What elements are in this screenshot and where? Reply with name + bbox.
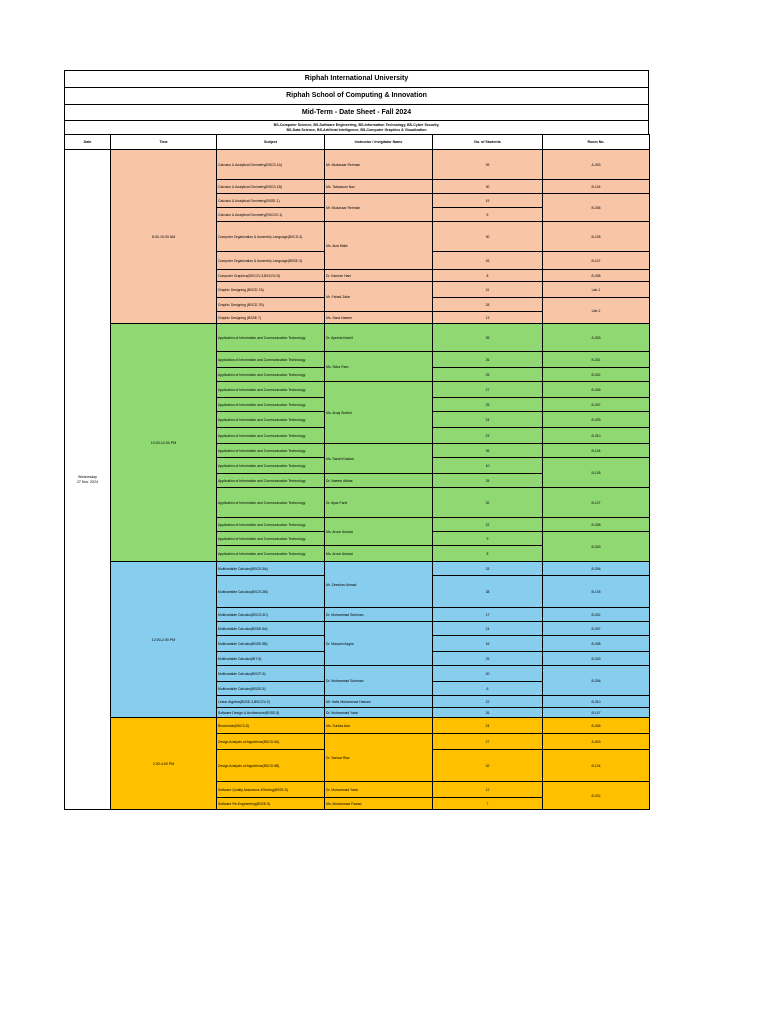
room-cell: A-303 bbox=[543, 324, 650, 352]
students-cell: 24 bbox=[433, 622, 543, 636]
subject-cell: Graphic Designing (BSCD-7B) bbox=[217, 298, 325, 312]
school-title: Riphah School of Computing & Innovation bbox=[64, 87, 649, 104]
subject-cell: Calculus & Analytical Geometry(BSCS-1A) bbox=[217, 150, 325, 180]
subject-cell: Software Quality Assurance &Testing(BSSE-5) bbox=[217, 782, 325, 798]
subject-cell: Multivariable Calculus(BSCS-5B) bbox=[217, 576, 325, 608]
subject-cell: Application of Information and Communication Technology bbox=[217, 474, 325, 488]
room-cell: B-307 bbox=[543, 398, 650, 412]
students-cell: 17 bbox=[433, 608, 543, 622]
students-cell: 25 bbox=[433, 368, 543, 382]
subject-cell: Calculus & Analytical Geometry(BSCS-1B) bbox=[217, 180, 325, 194]
students-cell: 10 bbox=[433, 458, 543, 474]
room-cell: B-307 bbox=[543, 622, 650, 636]
students-cell: 32 bbox=[433, 488, 543, 518]
students-cell: 32 bbox=[433, 750, 543, 782]
students-cell: 39 bbox=[433, 324, 543, 352]
students-cell: 33 bbox=[433, 562, 543, 576]
room-cell: B-301 bbox=[543, 352, 650, 368]
students-cell: 27 bbox=[433, 382, 543, 398]
subject-cell: Application of Information and Communication Technology bbox=[217, 398, 325, 412]
column-header-subject: Subject bbox=[217, 135, 325, 150]
students-cell: 19 bbox=[433, 194, 543, 208]
instructor-cell: Ms. Aiza Malik bbox=[325, 222, 433, 270]
instructor-cell: Mr. Zeeshan Ahmad bbox=[325, 562, 433, 608]
students-cell: 5 bbox=[433, 208, 543, 222]
programs-line-1: BS-Computer Science, BS-Software Engineering, BS-Information Technology, BS-Cyber Security, bbox=[273, 123, 440, 127]
subject-cell: Application of Information and Communication Technology bbox=[217, 532, 325, 546]
instructor-cell: Dr. Muhammad Suleman bbox=[325, 608, 433, 622]
instructor-cell: Ms. Aroaj Shahid bbox=[325, 382, 433, 444]
instructor-cell: Ms. Aroon Arshad bbox=[325, 546, 433, 562]
students-cell: 35 bbox=[433, 444, 543, 458]
students-cell: 8 bbox=[433, 270, 543, 282]
students-cell: 39 bbox=[433, 150, 543, 180]
students-cell: 7 bbox=[433, 798, 543, 810]
subject-cell: Application of Information and Communication Technology bbox=[217, 444, 325, 458]
programs-line-2: BS-Data Science, BS-Artificial Intelligence, BS-Computer Graphics & Visualization bbox=[286, 128, 427, 132]
subject-cell: Computer Organization & Assembly Language(BSCS-3) bbox=[217, 222, 325, 252]
students-cell: 38 bbox=[433, 576, 543, 608]
room-cell: B-104 bbox=[543, 444, 650, 458]
instructor-cell: Mr. Mudassar Rehman bbox=[325, 150, 433, 180]
schedule-body bbox=[65, 150, 650, 810]
room-cell: B-306 bbox=[543, 382, 650, 398]
subject-cell: Application of Information and Communication Technology bbox=[217, 352, 325, 368]
subject-cell: Design Analysis of Algorithms(BSCD-5B) bbox=[217, 750, 325, 782]
time-slot-cell: 8:30-10:00 AM bbox=[111, 150, 217, 324]
room-cell: B-107 bbox=[543, 488, 650, 518]
students-cell: 25 bbox=[433, 474, 543, 488]
subject-cell: Application of Information and Communication Technology bbox=[217, 488, 325, 518]
subject-cell: Application of Information and Communication Technology bbox=[217, 412, 325, 428]
room-cell: B-308 bbox=[543, 636, 650, 652]
students-cell: 12 bbox=[433, 782, 543, 798]
time-slot-cell: 10:00-12:00 PM bbox=[111, 324, 217, 562]
instructor-cell: Ms. Sunida Aziz bbox=[325, 718, 433, 734]
room-cell: B-309 bbox=[543, 412, 650, 428]
date-cell bbox=[65, 150, 111, 810]
subject-cell: Software Re-Engineering(BSSE-5) bbox=[217, 798, 325, 810]
students-cell: 8 bbox=[433, 546, 543, 562]
instructor-cell: Dr. Muhammad Yasin bbox=[325, 782, 433, 798]
instructor-cell: Ms. Aroon Arshad bbox=[325, 518, 433, 546]
room-cell: B-302 bbox=[543, 368, 650, 382]
students-cell: 25 bbox=[433, 398, 543, 412]
subject-cell: Graphic Designing (BSSE-7) bbox=[217, 312, 325, 324]
subject-cell: Linear Algebra(BSSE-3,BSCGV-3) bbox=[217, 696, 325, 708]
room-cell: B-303 bbox=[543, 652, 650, 666]
instructor-cell: Dr. Muhammad Yasin bbox=[325, 708, 433, 718]
room-cell: B-105 bbox=[543, 576, 650, 608]
room-cell: Lab-2 bbox=[543, 298, 650, 324]
subject-cell: Computer Graphics(BSCGV-3,BSCGV-5) bbox=[217, 270, 325, 282]
column-header-row bbox=[65, 135, 650, 150]
room-cell: B-104 bbox=[543, 750, 650, 782]
students-cell: 30 bbox=[433, 222, 543, 252]
instructor-cell: Dr. Kamran Hani bbox=[325, 270, 433, 282]
sheet-title: Mid-Term - Date Sheet - Fall 2024 bbox=[64, 104, 649, 120]
students-cell: 27 bbox=[433, 734, 543, 750]
room-cell: B-104 bbox=[543, 180, 650, 194]
subject-cell: Multivariable Calculus(BSSE-5B) bbox=[217, 636, 325, 652]
column-header-instructor: Instructor / Invigilator Name bbox=[325, 135, 433, 150]
students-cell: 26 bbox=[433, 352, 543, 368]
instructor-cell: Dr. Ayaz Farid bbox=[325, 488, 433, 518]
instructor-cell: Mr. Hafiz Muhammad Hassan bbox=[325, 696, 433, 708]
instructor-cell: Ms. Muhammad Fawad bbox=[325, 798, 433, 810]
subject-cell: Calculus & Analytical Geometry(BSSE-1) bbox=[217, 194, 325, 208]
room-cell: A-303 bbox=[543, 150, 650, 180]
column-header-date: Date bbox=[65, 135, 111, 150]
subject-cell: Design Analysis of Algorithms(BSCD-5A) bbox=[217, 734, 325, 750]
students-cell: 31 bbox=[433, 282, 543, 298]
schedule-table bbox=[64, 134, 650, 810]
column-header-time: Time bbox=[111, 135, 217, 150]
column-header-students: No. of Students bbox=[433, 135, 543, 150]
room-cell: B-302 bbox=[543, 782, 650, 810]
room-cell: B-308 bbox=[543, 518, 650, 532]
date-day: 27 Nov. 2024 bbox=[76, 479, 99, 484]
room-cell: Lab-1 bbox=[543, 282, 650, 298]
subject-cell: Multivariable Calculus(BSCS-5A) bbox=[217, 562, 325, 576]
instructor-cell: Dr. Sarwar Riaz bbox=[325, 734, 433, 782]
instructor-cell: Dr. Naeem Abbas bbox=[325, 474, 433, 488]
table-row bbox=[65, 324, 650, 352]
subject-cell: Application of Information and Communication Technology bbox=[217, 324, 325, 352]
programs-line bbox=[64, 120, 649, 134]
students-cell: 22 bbox=[433, 518, 543, 532]
room-cell: B-308 bbox=[543, 270, 650, 282]
instructor-cell: Dr. Muhammad Suleman bbox=[325, 666, 433, 696]
subject-cell: Computer Organization & Assembly Language(BSSE-3) bbox=[217, 252, 325, 270]
room-cell: B-310 bbox=[543, 428, 650, 444]
room-cell: B-306 bbox=[543, 666, 650, 696]
instructor-cell: Dr. Maryam Asghe bbox=[325, 622, 433, 666]
instructor-cell: Ms. Sidra Ram bbox=[325, 352, 433, 382]
room-cell: B-310 bbox=[543, 696, 650, 708]
students-cell: 28 bbox=[433, 298, 543, 312]
students-cell: 26 bbox=[433, 252, 543, 270]
students-cell: 26 bbox=[433, 708, 543, 718]
instructor-cell: Mr. Mudassar Rehman bbox=[325, 194, 433, 222]
students-cell: 30 bbox=[433, 180, 543, 194]
date-sheet bbox=[64, 70, 649, 810]
instructor-cell: Ms. Sana Naeem bbox=[325, 312, 433, 324]
students-cell: 13 bbox=[433, 312, 543, 324]
subject-cell: Calculus & Analytical Geometry(BSCGV-1) bbox=[217, 208, 325, 222]
students-cell: 20 bbox=[433, 666, 543, 682]
instructor-cell: Dr. Ayesha Kashif bbox=[325, 324, 433, 352]
students-cell: 25 bbox=[433, 652, 543, 666]
subject-cell: Software Design & Architecture(BSSE-5) bbox=[217, 708, 325, 718]
instructor-cell: Ms. Tabassum Naz bbox=[325, 180, 433, 194]
table-row bbox=[65, 150, 650, 180]
subject-cell: Application of Information and Communication Technology bbox=[217, 428, 325, 444]
students-cell: 24 bbox=[433, 412, 543, 428]
students-cell: 22 bbox=[433, 696, 543, 708]
room-cell: B-105 bbox=[543, 458, 650, 488]
students-cell: 23 bbox=[433, 428, 543, 444]
subject-cell: Multivariable Calculus(BSSE-5A) bbox=[217, 622, 325, 636]
subject-cell: Multivariable Calculus(BSCS-5C) bbox=[217, 608, 325, 622]
room-cell: B-306 bbox=[543, 718, 650, 734]
room-cell: B-302 bbox=[543, 608, 650, 622]
room-cell: B-306 bbox=[543, 562, 650, 576]
table-row bbox=[65, 718, 650, 734]
subject-cell: Multivariable Calculus(BIT-5) bbox=[217, 652, 325, 666]
room-cell: A-503 bbox=[543, 734, 650, 750]
students-cell: 6 bbox=[433, 682, 543, 696]
date-weekday: Wednesday bbox=[78, 474, 97, 479]
instructor-cell: Ms. Sarah Khalam bbox=[325, 444, 433, 474]
students-cell: 16 bbox=[433, 636, 543, 652]
students-cell: 9 bbox=[433, 532, 543, 546]
table-row bbox=[65, 562, 650, 576]
time-slot-cell: 12:00-2:00 PM bbox=[111, 562, 217, 718]
room-cell: B-105 bbox=[543, 222, 650, 252]
room-cell: B-107 bbox=[543, 708, 650, 718]
subject-cell: Blockchain(BSCS-5) bbox=[217, 718, 325, 734]
time-slot-cell: 2:30-4:00 PM bbox=[111, 718, 217, 810]
subject-cell: Multivariable Calculus(BSCP-5) bbox=[217, 666, 325, 682]
subject-cell: Multivariable Calculus(BSDS-5) bbox=[217, 682, 325, 696]
subject-cell: Application of Information and Communication Technology bbox=[217, 518, 325, 532]
subject-cell: Application of Information and Communication Technology bbox=[217, 368, 325, 382]
column-header-room: Room No. bbox=[543, 135, 650, 150]
room-cell: B-303 bbox=[543, 532, 650, 562]
room-cell: B-107 bbox=[543, 252, 650, 270]
university-title: Riphah International University bbox=[64, 70, 649, 87]
students-cell: 24 bbox=[433, 718, 543, 734]
subject-cell: Application of Information and Communication Technology bbox=[217, 382, 325, 398]
subject-cell: Application of Information and Communication Technology bbox=[217, 546, 325, 562]
subject-cell: Application of Information and Communication Technology bbox=[217, 458, 325, 474]
instructor-cell: Mr. Fahad Zafar bbox=[325, 282, 433, 312]
room-cell: B-306 bbox=[543, 194, 650, 222]
subject-cell: Graphic Designing (BSCD-7A) bbox=[217, 282, 325, 298]
